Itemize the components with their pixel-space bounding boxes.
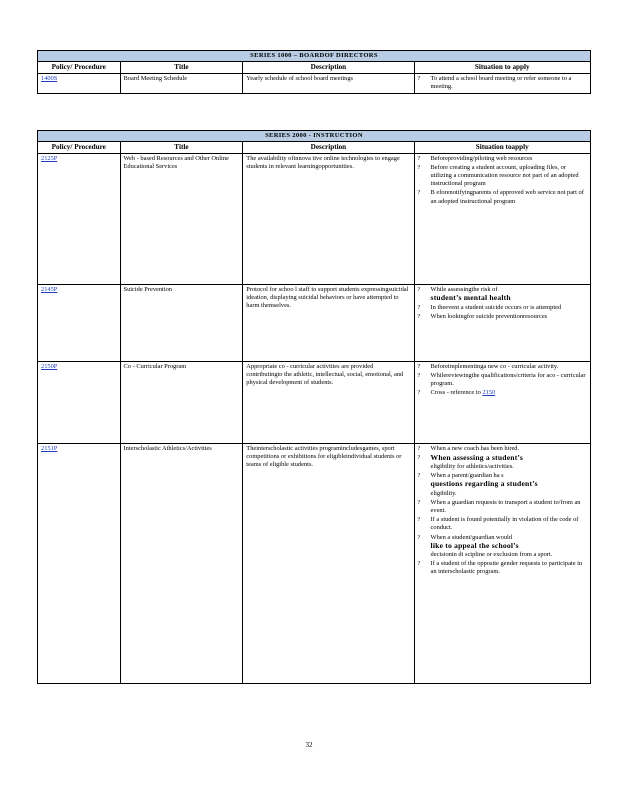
list-item: ? While assessingthe risk of student’s mental health xyxy=(417,285,511,302)
header-title: Title xyxy=(120,142,243,153)
series-1000-table xyxy=(37,50,591,94)
series-heading: SERIES 2000 - INSTRUCTION xyxy=(38,131,591,142)
table-row xyxy=(38,284,591,361)
policy-link-2145p[interactable]: 2145P xyxy=(41,285,58,293)
list-item: ? Beforeproviding/piloting web resources xyxy=(417,154,533,162)
list-item: ? In theevent a student suicide occurs or is attempted xyxy=(417,304,562,312)
row-situations xyxy=(414,361,590,443)
header-situation: Situation toapply xyxy=(414,142,590,153)
row-description: Yearly schedule of school board meetings xyxy=(243,73,414,93)
list-item: ? If a student of the opposite gender requests to participate in an interscholastic program. xyxy=(417,560,583,576)
header-policy: Policy/ Procedure xyxy=(38,62,121,73)
series-heading: SERIES 1000 – BOARDOF DIRECTORS xyxy=(38,51,591,62)
cross-reference-link-2150[interactable]: 2150 xyxy=(482,389,496,397)
series-2000-table xyxy=(37,130,591,684)
table-row xyxy=(38,361,591,443)
row-title: Suicide Prevention xyxy=(120,284,243,361)
row-description: The availability ofinnova tive online technologies to engage students in relevant learningopportunities. xyxy=(243,153,414,284)
row-situations xyxy=(414,73,590,93)
table-row xyxy=(38,443,591,683)
list-item: ? To attend a school board meeting or refer someone to a meeting. xyxy=(417,74,572,90)
list-item: ? Whilereviewingthe qualifications/criteria for aco - curricular program. xyxy=(417,371,586,388)
row-title: Co - Curricular Program xyxy=(120,361,243,443)
row-situations xyxy=(414,153,590,284)
row-situations xyxy=(414,443,590,683)
list-item: ? When a student/guardian would like to appeal the school’s decisionin di scipline or exclusion from a sport. xyxy=(417,533,553,559)
row-title: Interscholastic Athletics/Activities xyxy=(120,443,243,683)
list-item: ? When lookingfor suicide preventionresources xyxy=(417,313,548,321)
list-item: ? When assessing a student’s eligibility for athletics/activities. xyxy=(417,452,524,471)
row-title: Board Meeting Schedule xyxy=(120,73,243,93)
policy-link-1400s[interactable]: 1400S xyxy=(41,74,58,82)
page-number: 32 xyxy=(305,741,313,749)
header-description: Description xyxy=(243,62,414,73)
table-row xyxy=(38,153,591,284)
list-item: ? When a guardian requests to transport a student to/from an event. xyxy=(417,498,581,515)
policy-link-2150p[interactable]: 2150P xyxy=(41,362,58,370)
list-item: ? When a new coach has been hired. xyxy=(417,444,520,452)
list-item: ? Cross - reference to 2150 xyxy=(417,389,496,397)
policy-link-2125p[interactable]: 2125P xyxy=(41,154,58,162)
list-item: ? Before creating a student account, uploading files, or utilizing a communication resource not part of an adopted instructional program xyxy=(417,163,579,188)
row-title: Web - based Resources and Other Online Educational Services xyxy=(120,153,243,284)
header-situation: Situation to apply xyxy=(414,62,590,73)
list-item: ? Beforeimplementinga new co - curricular activity. xyxy=(417,362,559,370)
header-title: Title xyxy=(120,62,243,73)
header-policy: Policy/ Procedure xyxy=(38,142,121,153)
row-description: Theinterscholastic activities programincludesgames, sport competitions or exhibitions for eligibleindividual students or teams of eligible students. xyxy=(243,443,414,683)
list-item: ? B eforenotifyingparents of approved web service not part of an adopted instructional program xyxy=(417,189,584,205)
header-description: Description xyxy=(243,142,414,153)
row-situations xyxy=(414,284,590,361)
list-item: ? If a student is found potentially in violation of the code of conduct. xyxy=(417,516,579,532)
row-description: Appropriate co - curricular activities are provided contributingto the athletic, intellectual, social, emotional, and physical development of students. xyxy=(243,361,414,443)
table-row xyxy=(38,73,591,93)
row-description: Protocol for schoo l staff to support students expressingsuicidal ideation, displaying suicidal behaviors or have attempted to harm themselves. xyxy=(243,284,414,361)
list-item: ? When a parent/guardian ha s questions regarding a student’s eligibility. xyxy=(417,472,538,497)
policy-link-2151p[interactable]: 2151P xyxy=(41,444,58,452)
